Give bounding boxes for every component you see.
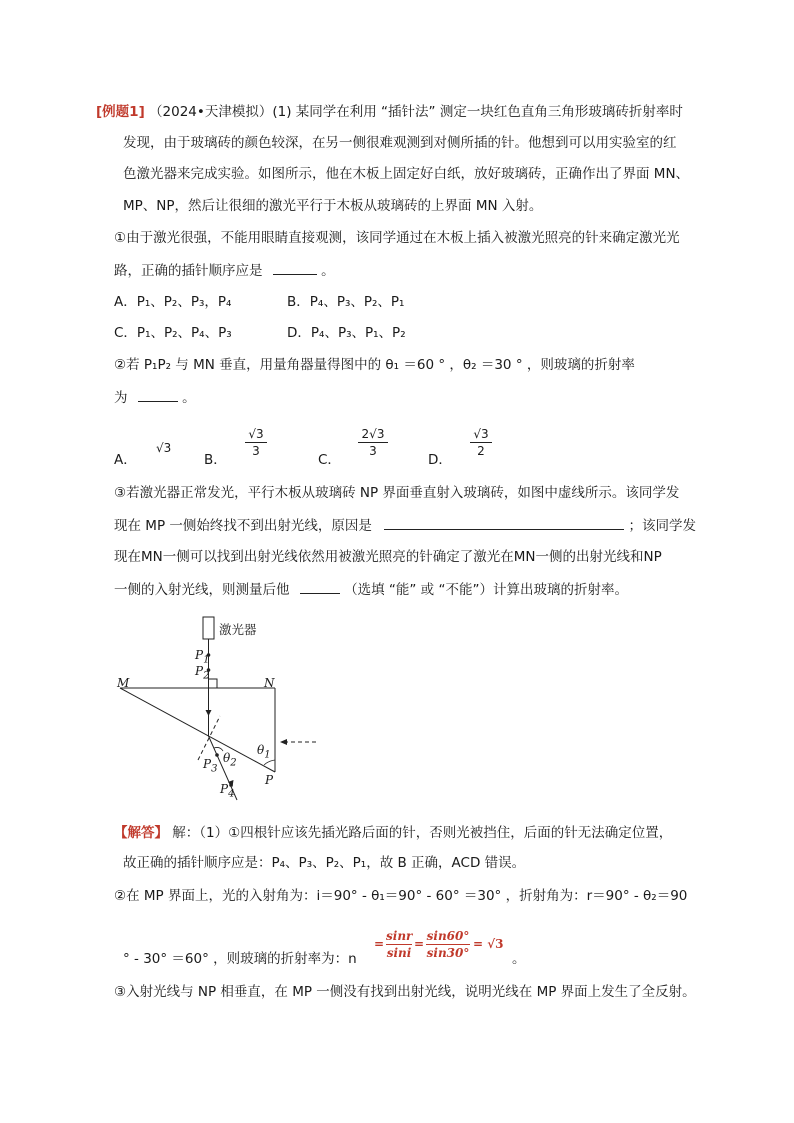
solution-line-3: ②在 MP 界面上，光的入射角为：i＝90° - θ₁＝90° - 60° ＝30° ，折射角为：r＝90° - θ₂＝90 <box>114 888 688 904</box>
question-line-4: MP、NP，然后让很细的激光平行于木板从玻璃砖的上界面 MN 入射。 <box>123 198 543 214</box>
laser-label: 激光器 <box>219 622 257 637</box>
dashed-arrow <box>280 739 287 745</box>
formula-fraction-1: sinr sini <box>386 929 413 960</box>
question-line-1: [例题1] （2024•天津模拟）(1) 某同学在利用 “插针法” 测定一块红色直角三角形玻璃砖折射率时 <box>96 104 683 120</box>
theta1-arc <box>264 760 275 765</box>
answer-blank-2[interactable] <box>138 387 178 402</box>
part2-line-1: ②若 P₁P₂ 与 MN 垂直，用量角器量得图中的 θ₁ ＝60 ° ，θ₂ ＝30 ° ，则玻璃的折射率 <box>114 357 635 373</box>
theta2-label: $\theta_2$ <box>223 751 237 769</box>
answer-blank-4[interactable] <box>300 579 340 594</box>
part1-line-1: ①由于激光很强，不能用眼睛直接观测，该同学通过在木板上插入被激光照亮的针来确定激光光 <box>114 230 680 246</box>
answer-choice-c-label: C． <box>318 452 341 468</box>
example-tag: [例题1] <box>96 104 145 120</box>
answer-choice-b-fraction: √3 3 <box>245 427 267 458</box>
part3-line-2: 现在 MP 一侧始终找不到出射光线，原因是 ；该同学发 <box>114 515 696 536</box>
part3-line-4: 一侧的入射光线，则测量后他 （选填 “能” 或 “不能”）计算出玻璃的折射率。 <box>114 579 628 600</box>
answer-choice-a-value: √3 <box>156 441 172 455</box>
answer-blank-1[interactable] <box>273 260 317 275</box>
solution-line-4: ° - 30° ＝60° ，则玻璃的折射率为：n <box>123 951 357 967</box>
beam-arrow <box>206 710 212 716</box>
solution-tag: 【解答】 <box>114 825 168 841</box>
laser-box <box>203 617 214 639</box>
surface-mp <box>120 688 275 775</box>
part1-line-2: 路，正确的插针顺序应是 。 <box>114 260 335 281</box>
refraction-formula: = sinr sini = sin60° sin30° = √3 <box>374 929 504 960</box>
solution-line-5: ③入射光线与 NP 相垂直，在 MP 一侧没有找到出射光线，说明光线在 MP 界面上发生了全反射。 <box>114 984 696 1000</box>
optics-figure-svg <box>110 612 330 807</box>
solution-line-4-end: 。 <box>512 951 526 967</box>
option-d: D．P₄、P₃、P₁、P₂ <box>287 325 406 341</box>
n-label: N <box>264 676 275 690</box>
answer-blank-3[interactable] <box>384 515 624 530</box>
theta1-label: $\theta_1$ <box>257 743 271 761</box>
formula-fraction-2: sin60° sin30° <box>426 929 470 960</box>
p4-label: $P_4$ <box>220 782 235 800</box>
p-label: P <box>265 773 274 787</box>
answer-choice-a-label: A． <box>114 452 137 468</box>
option-c: C．P₁、P₂、P₄、P₃ <box>114 325 232 341</box>
answer-choice-d-fraction: √3 2 <box>470 427 492 458</box>
optics-figure <box>110 612 330 807</box>
question-line-2: 发现，由于玻璃砖的颜色较深，在另一侧很难观测到对侧所插的针。他想到可以用实验室的红 <box>123 135 677 151</box>
option-b: B．P₄、P₃、P₂、P₁ <box>287 294 405 310</box>
p3-label: $P_3$ <box>203 757 218 775</box>
part3-line-1: ③若激光器正常发光，平行木板从玻璃砖 NP 界面垂直射入玻璃砖，如图中虚线所示。该同学发 <box>114 485 680 501</box>
solution-line-1: 【解答】 解：（1）①四根针应该先插光路后面的针，否则光被挡住，后面的针无法确定位置， <box>114 825 673 841</box>
part3-line-3: 现在MN一侧可以找到出射光线依然用被激光照亮的针确定了激光在MN一侧的出射光线和NP <box>114 549 662 565</box>
question-line-3: 色激光器来完成实验。如图所示，他在木板上固定好白纸，放好玻璃砖，正确作出了界面 MN、 <box>123 166 690 182</box>
answer-choice-c-fraction: 2√3 3 <box>358 427 388 458</box>
right-angle-mark <box>209 679 218 688</box>
p1-label: $P_1$ <box>195 648 210 666</box>
answer-choice-d-label: D． <box>428 452 452 468</box>
p2-label: $P_2$ <box>195 664 210 682</box>
m-label: M <box>117 676 130 690</box>
option-a: A．P₁、P₂、P₃，P₄ <box>114 294 232 310</box>
solution-line-2: 故正确的插针顺序应是：P₄、P₃、P₂、P₁，故 B 正确，ACD 错误。 <box>123 855 526 871</box>
part2-line-2: 为 。 <box>114 387 196 408</box>
answer-choice-b-label: B． <box>204 452 227 468</box>
